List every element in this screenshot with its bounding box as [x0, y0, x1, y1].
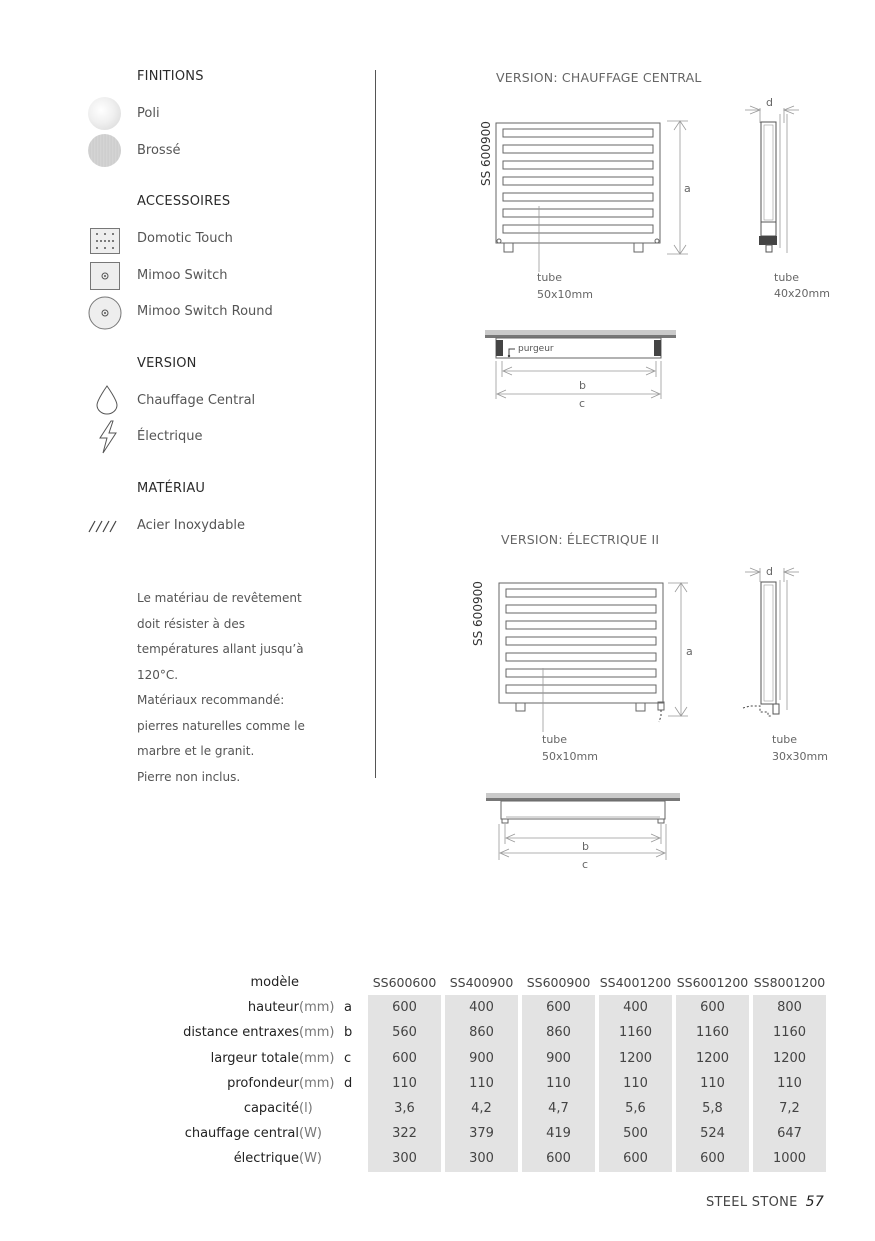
table-cell: 860 — [522, 1020, 595, 1045]
row-letter: c — [344, 1050, 352, 1066]
page-number: 57 — [805, 1194, 825, 1210]
row-unit: (l) — [299, 1101, 313, 1117]
mimoo-switch-round-label: Mimoo Switch Round — [137, 304, 273, 319]
table-cell: 400 — [445, 995, 518, 1020]
table-cell: 4,7 — [522, 1096, 595, 1121]
electrique-dim-b: b — [582, 840, 589, 853]
table-cell: 1160 — [753, 1020, 826, 1045]
central-dim-d: d — [766, 98, 773, 109]
row-letter — [344, 1146, 368, 1171]
row-label: profondeur — [227, 1075, 299, 1091]
brosse-swatch-icon — [88, 134, 121, 167]
table-cell: 900 — [522, 1046, 595, 1071]
materiau-inox-label: Acier Inoxydable — [137, 518, 245, 533]
materiau-title: MATÉRIAU — [137, 481, 206, 496]
electrique-version-title: VERSION: ÉLECTRIQUE II — [501, 532, 660, 547]
central-model-label: SS 600900 — [479, 121, 493, 186]
central-front-diagram — [470, 100, 710, 310]
table-cell: 400 — [599, 995, 672, 1020]
table-cell: 1160 — [599, 1020, 672, 1045]
version-central-label: Chauffage Central — [137, 393, 256, 408]
purgeur-label: purgeur — [518, 344, 554, 354]
row-letter: a — [344, 1000, 352, 1016]
note-line: doit résister à des — [137, 616, 245, 631]
electrique-tube-label: tube — [542, 733, 568, 746]
row-unit: (W) — [299, 1126, 322, 1142]
table-cell: 800 — [753, 995, 826, 1020]
table-row — [0, 995, 826, 1020]
table-row — [0, 1121, 826, 1146]
model-header: SS8001200 — [753, 975, 826, 991]
finitions-title: FINITIONS — [137, 69, 204, 84]
electrique-front-diagram — [462, 570, 702, 770]
table-row — [0, 1020, 826, 1045]
row-label: capacité — [243, 1101, 299, 1117]
table-cell: 600 — [599, 1146, 672, 1171]
row-unit: (mm) — [299, 1075, 335, 1091]
table-cell: 300 — [445, 1146, 518, 1171]
row-unit: (mm) — [299, 1000, 335, 1016]
row-unit: (mm) — [299, 1025, 335, 1041]
mimoo-switch-round-icon — [88, 296, 122, 330]
electrique-side-diagram — [738, 560, 848, 770]
table-row — [0, 1046, 826, 1071]
row-letter — [344, 1096, 368, 1121]
note-line: Pierre non inclus. — [137, 769, 241, 784]
row-label: distance entraxes — [183, 1025, 299, 1041]
electrique-side-tube-label: tube — [772, 733, 798, 746]
note-line: températures allant jusqu’à — [137, 642, 304, 656]
table-cell: 1200 — [753, 1046, 826, 1071]
row-label: largeur totale — [210, 1050, 299, 1066]
table-cell: 110 — [522, 1071, 595, 1096]
table-cell: 110 — [445, 1071, 518, 1096]
table-cell: 1160 — [676, 1020, 749, 1045]
spec-table — [0, 970, 826, 1172]
note-line: Le matériau de revêtement — [137, 591, 302, 605]
central-tube-size: 50x10mm — [537, 288, 593, 301]
central-side-diagram — [738, 98, 848, 308]
table-cell: 560 — [368, 1020, 441, 1045]
electrique-top-diagram — [480, 788, 690, 878]
table-cell: 600 — [522, 1146, 595, 1171]
version-electrique-label: Électrique — [137, 429, 203, 444]
row-letter: b — [344, 1025, 353, 1041]
table-row — [0, 1096, 826, 1121]
table-row — [0, 1146, 826, 1171]
table-cell: 860 — [445, 1020, 518, 1045]
electrique-tube-size: 50x10mm — [542, 750, 598, 763]
table-row — [0, 1071, 826, 1096]
row-letter: d — [344, 1075, 353, 1091]
row-letter — [344, 1121, 368, 1146]
row-label: chauffage central — [184, 1126, 299, 1142]
version-title: VERSION — [137, 356, 197, 371]
table-cell: 110 — [753, 1071, 826, 1096]
table-cell: 524 — [676, 1121, 749, 1146]
model-header: SS400900 — [449, 975, 514, 991]
table-cell: 1200 — [599, 1046, 672, 1071]
finition-poli-label: Poli — [137, 106, 160, 121]
water-drop-icon — [95, 385, 119, 415]
table-cell: 900 — [445, 1046, 518, 1071]
page-footer — [706, 1194, 824, 1210]
table-cell: 3,6 — [368, 1096, 441, 1121]
column-divider — [375, 70, 376, 778]
table-cell: 600 — [676, 995, 749, 1020]
central-dim-b: b — [579, 379, 586, 392]
table-cell: 110 — [368, 1071, 441, 1096]
hatch-icon — [88, 519, 122, 533]
central-side-tube-label: tube — [774, 271, 800, 284]
table-cell: 600 — [368, 995, 441, 1020]
central-version-title: VERSION: CHAUFFAGE CENTRAL — [496, 70, 702, 85]
table-cell: 1000 — [753, 1146, 826, 1171]
table-cell: 110 — [676, 1071, 749, 1096]
note-line: 120°C. — [137, 667, 179, 682]
table-cell: 5,6 — [599, 1096, 672, 1121]
mimoo-switch-label: Mimoo Switch — [137, 268, 228, 283]
row-label: hauteur — [247, 1000, 299, 1016]
table-cell: 647 — [753, 1121, 826, 1146]
table-cell: 300 — [368, 1146, 441, 1171]
mimoo-switch-icon — [90, 262, 120, 290]
table-cell: 600 — [368, 1046, 441, 1071]
table-cell: 379 — [445, 1121, 518, 1146]
model-header: SS600600 — [372, 975, 437, 991]
table-cell: 322 — [368, 1121, 441, 1146]
row-unit: (mm) — [299, 1050, 335, 1066]
electrique-dim-a: a — [686, 645, 693, 658]
domotic-touch-label: Domotic Touch — [137, 231, 233, 246]
table-cell: 419 — [522, 1121, 595, 1146]
domotic-touch-icon — [90, 228, 120, 254]
electrique-dim-d: d — [766, 565, 773, 578]
material-note — [137, 586, 327, 790]
model-header: SS4001200 — [599, 975, 672, 991]
finition-brosse-label: Brossé — [137, 143, 181, 158]
table-cell: 110 — [599, 1071, 672, 1096]
electrique-model-label: SS 600900 — [471, 581, 485, 646]
footer-brand: STEEL STONE — [706, 1195, 798, 1210]
row-label: électrique — [233, 1151, 299, 1167]
poli-swatch-icon — [88, 97, 121, 130]
central-dim-c: c — [579, 397, 586, 410]
table-cell: 5,8 — [676, 1096, 749, 1121]
accessoires-title: ACCESSOIRES — [137, 194, 231, 209]
electrique-side-tube-size: 30x30mm — [772, 750, 828, 763]
model-header: SS600900 — [526, 975, 591, 991]
table-cell: 600 — [676, 1146, 749, 1171]
row-unit: (W) — [299, 1151, 322, 1167]
central-dim-a: a — [684, 182, 691, 195]
note-line: marbre et le granit. — [137, 744, 255, 758]
note-line: pierres naturelles comme le — [137, 718, 305, 733]
table-cell: 1200 — [676, 1046, 749, 1071]
central-tube-label: tube — [537, 271, 563, 284]
central-top-diagram — [480, 325, 690, 415]
table-cell: 500 — [599, 1121, 672, 1146]
model-header: SS6001200 — [676, 975, 749, 991]
electrique-dim-c: c — [582, 858, 589, 871]
table-cell: 600 — [522, 995, 595, 1020]
central-side-tube-size: 40x20mm — [774, 287, 830, 300]
model-header-label: modèle — [250, 975, 299, 991]
table-cell: 4,2 — [445, 1096, 518, 1121]
table-cell: 7,2 — [753, 1096, 826, 1121]
note-line: Matériaux recommandé: — [137, 693, 285, 707]
table-header-row — [0, 970, 826, 995]
lightning-icon — [96, 420, 120, 454]
